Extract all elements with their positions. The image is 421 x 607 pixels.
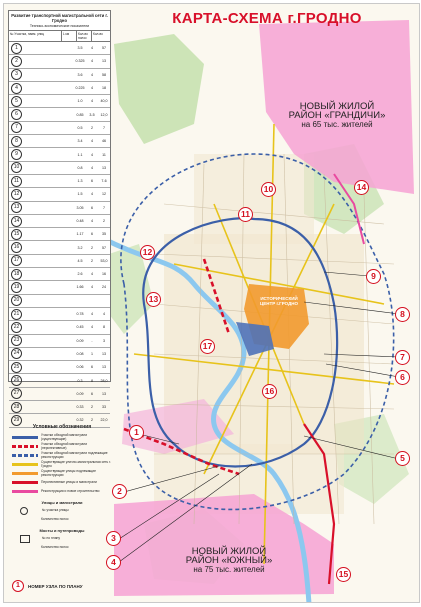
segment-cost: 4 xyxy=(103,312,105,317)
segment-lanes: 4 xyxy=(91,59,93,64)
segment-lanes: 6 xyxy=(91,179,93,184)
legend-item-label: Существующие улично-магистральная сеть г. Гродно xyxy=(41,459,111,468)
segment-lanes: 4 xyxy=(91,46,93,51)
table-row xyxy=(9,241,110,254)
segment-lanes: 4 xyxy=(91,192,93,197)
historic-center-label: ИСТОРИЧЕСКИЙ ЦЕНТР г.ГРОДНО xyxy=(259,296,299,306)
segment-length: 1.66 xyxy=(76,285,84,290)
segment-name xyxy=(24,189,74,200)
segment-cost: 3 xyxy=(103,338,105,343)
segment-lanes: 4 xyxy=(91,139,93,144)
segment-name xyxy=(24,255,74,266)
legend-swatch xyxy=(12,481,38,484)
segment-length: 3.5 xyxy=(77,46,83,51)
node-key-label: НОМЕР УЗЛА ПО ПЛАНУ xyxy=(28,583,83,589)
segment-name xyxy=(24,56,74,67)
segment-cost: 8 xyxy=(103,325,105,330)
legend-item xyxy=(12,470,112,477)
node-4[interactable]: 4 xyxy=(106,555,121,570)
segment-number-icon: 11 xyxy=(11,176,22,187)
segment-lanes: 4 xyxy=(91,312,93,317)
node-7[interactable]: 7 xyxy=(395,350,410,365)
table-row xyxy=(9,321,110,334)
node-6[interactable]: 6 xyxy=(395,370,410,385)
segment-name xyxy=(24,309,74,320)
table-row xyxy=(9,95,110,108)
bridges-section-title: Мосты и путепроводы xyxy=(39,528,85,533)
technical-indicators-panel xyxy=(8,10,111,423)
segment-cost: 13 xyxy=(102,365,106,370)
segment-name xyxy=(24,162,74,173)
segment-length: 0.225 xyxy=(75,86,85,91)
segment-cost: 57 xyxy=(102,46,106,51)
segment-length: 1.0 xyxy=(77,99,83,104)
segment-length: 1.5 xyxy=(77,192,83,197)
table-row xyxy=(9,202,110,215)
table-row xyxy=(9,401,110,414)
segment-cost: 12 xyxy=(102,192,106,197)
segment-length: 3.05 xyxy=(76,205,84,210)
segment-cost: 58 xyxy=(102,72,106,77)
table-row xyxy=(9,162,110,175)
legend xyxy=(12,424,112,596)
panel-heading: Развитие транспортной магистральной сети г. Гродно xyxy=(11,13,108,23)
legend-item-label: Количество полос xyxy=(41,516,69,521)
segment-name xyxy=(24,402,74,413)
segment-lanes: 4 xyxy=(91,86,93,91)
segment-length: 0.32 xyxy=(76,418,84,423)
legend-swatch xyxy=(12,445,38,448)
legend-item-label: Количество полос xyxy=(41,544,69,549)
node-10[interactable]: 10 xyxy=(261,182,276,197)
col-header: Кол-во xyxy=(93,32,103,36)
node-12[interactable]: 12 xyxy=(140,245,155,260)
segment-name xyxy=(24,109,74,120)
node-1[interactable]: 1 xyxy=(129,425,144,440)
legend-item xyxy=(12,507,112,514)
segment-number-icon: 22 xyxy=(11,322,22,333)
segment-length: 3.4 xyxy=(77,139,83,144)
segment-length: 0.85 xyxy=(76,112,84,117)
table-row xyxy=(9,255,110,268)
segment-number-icon: 23 xyxy=(11,335,22,346)
segment-number-icon: 27 xyxy=(11,388,22,399)
district-south-line3: на 75 тыс. жителей xyxy=(193,565,265,574)
segment-number-icon: 29 xyxy=(11,415,22,426)
node-11[interactable]: 11 xyxy=(238,207,253,222)
legend-item xyxy=(12,461,112,468)
segment-name xyxy=(24,229,74,240)
segment-cost: 18 xyxy=(102,86,106,91)
segment-length: 0.325 xyxy=(75,59,85,64)
legend-swatch xyxy=(12,463,38,466)
segment-name xyxy=(24,295,74,306)
segment-cost: 24 xyxy=(102,285,106,290)
segment-name xyxy=(24,83,74,94)
table-row xyxy=(9,348,110,361)
table-row xyxy=(9,295,110,308)
node-13[interactable]: 13 xyxy=(146,292,161,307)
segment-lanes: 2 xyxy=(91,258,93,263)
segment-cost: 57 xyxy=(102,245,106,250)
segment-cost: 35 xyxy=(102,232,106,237)
table-row xyxy=(9,215,110,228)
segment-lanes: 4 xyxy=(91,72,93,77)
node-8[interactable]: 8 xyxy=(395,307,410,322)
segment-number-icon: 17 xyxy=(11,255,22,266)
legend-item-label: Участки обходной магистрали (существующие) xyxy=(41,432,88,441)
legend-item xyxy=(12,516,112,523)
col-header: Кол-во полос xyxy=(77,31,92,41)
legend-item xyxy=(12,479,112,486)
segment-length: 0.33 xyxy=(76,405,84,410)
segment-cost: 13 xyxy=(102,351,106,356)
segment-name xyxy=(24,149,74,160)
panel-subheading: Технико-экономические показатели xyxy=(29,24,90,28)
segment-number-icon: 9 xyxy=(11,149,22,160)
segment-lanes: 6 xyxy=(91,205,93,210)
segment-number-icon: 6 xyxy=(11,109,22,120)
segment-name xyxy=(24,348,74,359)
segment-length: 1.1 xyxy=(77,152,83,157)
table-row xyxy=(9,188,110,201)
node-2[interactable]: 2 xyxy=(112,484,127,499)
table-row xyxy=(9,228,110,241)
table-row xyxy=(9,42,110,55)
segment-cost: 11 xyxy=(102,152,106,157)
segment-number-icon: 19 xyxy=(11,282,22,293)
segment-lanes: 6 xyxy=(91,391,93,396)
segment-length: 0.78 xyxy=(76,312,84,317)
segment-number-icon: 18 xyxy=(11,269,22,280)
segment-name xyxy=(24,282,74,293)
segment-name xyxy=(24,96,74,107)
legend-swatch xyxy=(12,454,38,457)
segment-lanes: 2 xyxy=(91,125,93,130)
segment-number-icon: 8 xyxy=(11,136,22,147)
segment-cost: 53,0 xyxy=(100,258,108,263)
segment-cost: 40,0 xyxy=(100,99,108,104)
table-row xyxy=(9,55,110,68)
district-south-line1: НОВЫЙ ЖИЛОЙ xyxy=(191,546,267,557)
segment-lanes: 4 xyxy=(91,325,93,330)
segment-number-icon: 4 xyxy=(11,83,22,94)
segment-lanes: 2 xyxy=(91,245,93,250)
district-north-line2: РАЙОН «ГРАНДИЧИ» xyxy=(288,110,386,121)
segment-cost: 7-6 xyxy=(101,179,107,184)
segment-cost: 2 xyxy=(103,219,105,223)
segment-length: 4.5 xyxy=(77,258,83,263)
segment-number-icon: 14 xyxy=(11,216,22,227)
segment-name xyxy=(24,375,74,386)
legend-item xyxy=(12,434,112,441)
col-header: L км xyxy=(62,31,77,41)
table-row xyxy=(9,388,110,401)
segment-cost: 16 xyxy=(102,272,106,277)
segment-lanes: 4 xyxy=(91,152,93,157)
district-north-label xyxy=(272,102,402,129)
table-row xyxy=(9,108,110,121)
segment-lanes: 6 xyxy=(91,232,93,237)
segment-cost: 28,0 xyxy=(100,378,108,383)
legend-item-label: № по плану xyxy=(42,535,60,540)
table-row xyxy=(9,82,110,95)
table-row xyxy=(9,122,110,135)
segment-length: 0.08 xyxy=(76,351,84,356)
legend-item-label: Реконструкция и новое строительство xyxy=(41,488,100,493)
segment-lanes: 4 xyxy=(91,165,93,170)
node-5[interactable]: 5 xyxy=(395,451,410,466)
legend-item-label: Участки обходной магистрали подлежащие реконструкции xyxy=(41,450,108,459)
legend-swatch xyxy=(12,472,38,475)
segment-length: 0.45 xyxy=(76,325,84,330)
segment-length: 0.48 xyxy=(76,219,84,223)
node-key xyxy=(12,580,83,592)
segment-length: 0.06 xyxy=(76,365,84,370)
segment-length: 0.3 xyxy=(77,378,83,383)
segment-name xyxy=(24,242,74,253)
table-row xyxy=(9,281,110,294)
segment-length: 0.5 xyxy=(77,125,83,130)
segment-length: 3.6 xyxy=(77,72,83,77)
segment-number-icon: 7 xyxy=(11,122,22,133)
legend-swatch xyxy=(12,436,38,439)
col-header: № Участка, наим. улиц xyxy=(9,31,62,41)
segment-number-icon: 12 xyxy=(11,189,22,200)
legend-swatch xyxy=(12,490,38,493)
legend-title: Условные обозначения xyxy=(32,424,92,430)
segment-name xyxy=(24,216,74,227)
segment-number-icon: 24 xyxy=(11,348,22,359)
segment-number-icon: 15 xyxy=(11,229,22,240)
streets-section-title: Улицы и магистрали xyxy=(41,500,83,505)
segment-cost: 46 xyxy=(102,139,106,144)
panel-columns xyxy=(9,30,110,42)
district-north-line1: НОВЫЙ ЖИЛОЙ xyxy=(299,101,375,112)
segment-name xyxy=(24,202,74,213)
node-15[interactable]: 15 xyxy=(336,567,351,582)
node-9[interactable]: 9 xyxy=(366,269,381,284)
legend-item xyxy=(12,452,112,459)
segment-number-icon: 25 xyxy=(11,362,22,373)
segment-name xyxy=(24,322,74,333)
table-row xyxy=(9,335,110,348)
segment-cost: 13 xyxy=(102,391,106,396)
legend-item-label: № участка улицы xyxy=(42,507,69,512)
segment-length: 3.2 xyxy=(77,245,83,250)
table-row xyxy=(9,308,110,321)
street-number-icon xyxy=(20,507,28,515)
node-14[interactable]: 14 xyxy=(354,180,369,195)
legend-item xyxy=(12,535,112,542)
segment-lanes: 4 xyxy=(91,99,93,104)
table-row xyxy=(9,374,110,387)
segment-name xyxy=(24,388,74,399)
segment-number-icon: 2 xyxy=(11,56,22,67)
node-16[interactable]: 16 xyxy=(262,384,277,399)
segment-name xyxy=(24,136,74,147)
segment-cost: 33 xyxy=(102,405,106,410)
segment-length: 2.6 xyxy=(77,272,83,277)
legend-item-label: Существующие улицы подлежащие реконструкции xyxy=(41,468,96,477)
segment-lanes: 2 xyxy=(91,418,93,423)
table-row xyxy=(9,268,110,281)
segment-cost: 13 xyxy=(102,59,106,64)
segment-name xyxy=(24,122,74,133)
legend-item-label: Участки обходной магистрали (перспективные) xyxy=(41,441,88,450)
segment-cost: 22,0 xyxy=(100,418,108,423)
segment-name xyxy=(24,335,74,346)
segment-cost: 7 xyxy=(103,205,105,210)
segment-cost: 7 xyxy=(103,125,105,130)
segment-number-icon: 1 xyxy=(11,43,22,54)
segment-lanes: - xyxy=(91,338,93,343)
segment-name xyxy=(24,43,74,54)
segment-lanes: 8 xyxy=(91,378,93,383)
map-sheet xyxy=(3,3,420,603)
segment-name xyxy=(24,176,74,187)
segment-length: 1.17 xyxy=(76,232,84,237)
segment-number-icon: 28 xyxy=(11,402,22,413)
segment-number-icon: 5 xyxy=(11,96,22,107)
segment-number-icon: 13 xyxy=(11,202,22,213)
segment-number-icon: 20 xyxy=(11,295,22,306)
table-row xyxy=(9,361,110,374)
segment-name xyxy=(24,269,74,280)
segment-length: 0.8 xyxy=(77,165,83,170)
panel-rows xyxy=(9,42,110,428)
node-3[interactable]: 3 xyxy=(106,531,121,546)
district-south-label xyxy=(154,547,304,574)
legend-item xyxy=(12,544,112,551)
node-17[interactable]: 17 xyxy=(200,339,215,354)
legend-item xyxy=(12,443,112,450)
segment-cost: 12,0 xyxy=(100,112,108,117)
segment-lanes: 2 xyxy=(91,405,93,410)
segment-cost: 13 xyxy=(102,165,106,170)
table-row xyxy=(9,69,110,82)
segment-number-icon: 16 xyxy=(11,242,22,253)
segment-number-icon: 3 xyxy=(11,69,22,80)
table-row xyxy=(9,148,110,161)
segment-lanes: 4 xyxy=(91,285,93,290)
table-row xyxy=(9,175,110,188)
segment-lanes: 3-5 xyxy=(89,112,95,117)
segment-lanes: 4 xyxy=(91,272,93,277)
segment-lanes: 1 xyxy=(91,351,93,356)
district-north-line3: на 65 тыс. жителей xyxy=(301,120,373,129)
legend-item xyxy=(12,488,112,495)
district-south-line2: РАЙОН «ЮЖНЫЙ» xyxy=(185,555,273,566)
node-key-icon: 1 xyxy=(12,580,24,592)
legend-items xyxy=(12,434,112,495)
segment-number-icon: 10 xyxy=(11,162,22,173)
segment-length: 1.3 xyxy=(77,179,83,184)
map-title: КАРТА-СХЕМА г.ГРОДНО xyxy=(172,10,362,27)
table-row xyxy=(9,135,110,148)
segment-name xyxy=(24,362,74,373)
segment-number-icon: 26 xyxy=(11,375,22,386)
legend-item-label: Перспективные улицы и магистрали xyxy=(41,479,97,484)
segment-length: 0.09 xyxy=(76,391,84,396)
segment-number-icon: 21 xyxy=(11,309,22,320)
segment-lanes: 6 xyxy=(91,365,93,370)
bridge-icon xyxy=(20,535,30,543)
segment-lanes: 4 xyxy=(91,219,93,223)
segment-name xyxy=(24,69,74,80)
segment-length: 0.09 xyxy=(76,338,84,343)
